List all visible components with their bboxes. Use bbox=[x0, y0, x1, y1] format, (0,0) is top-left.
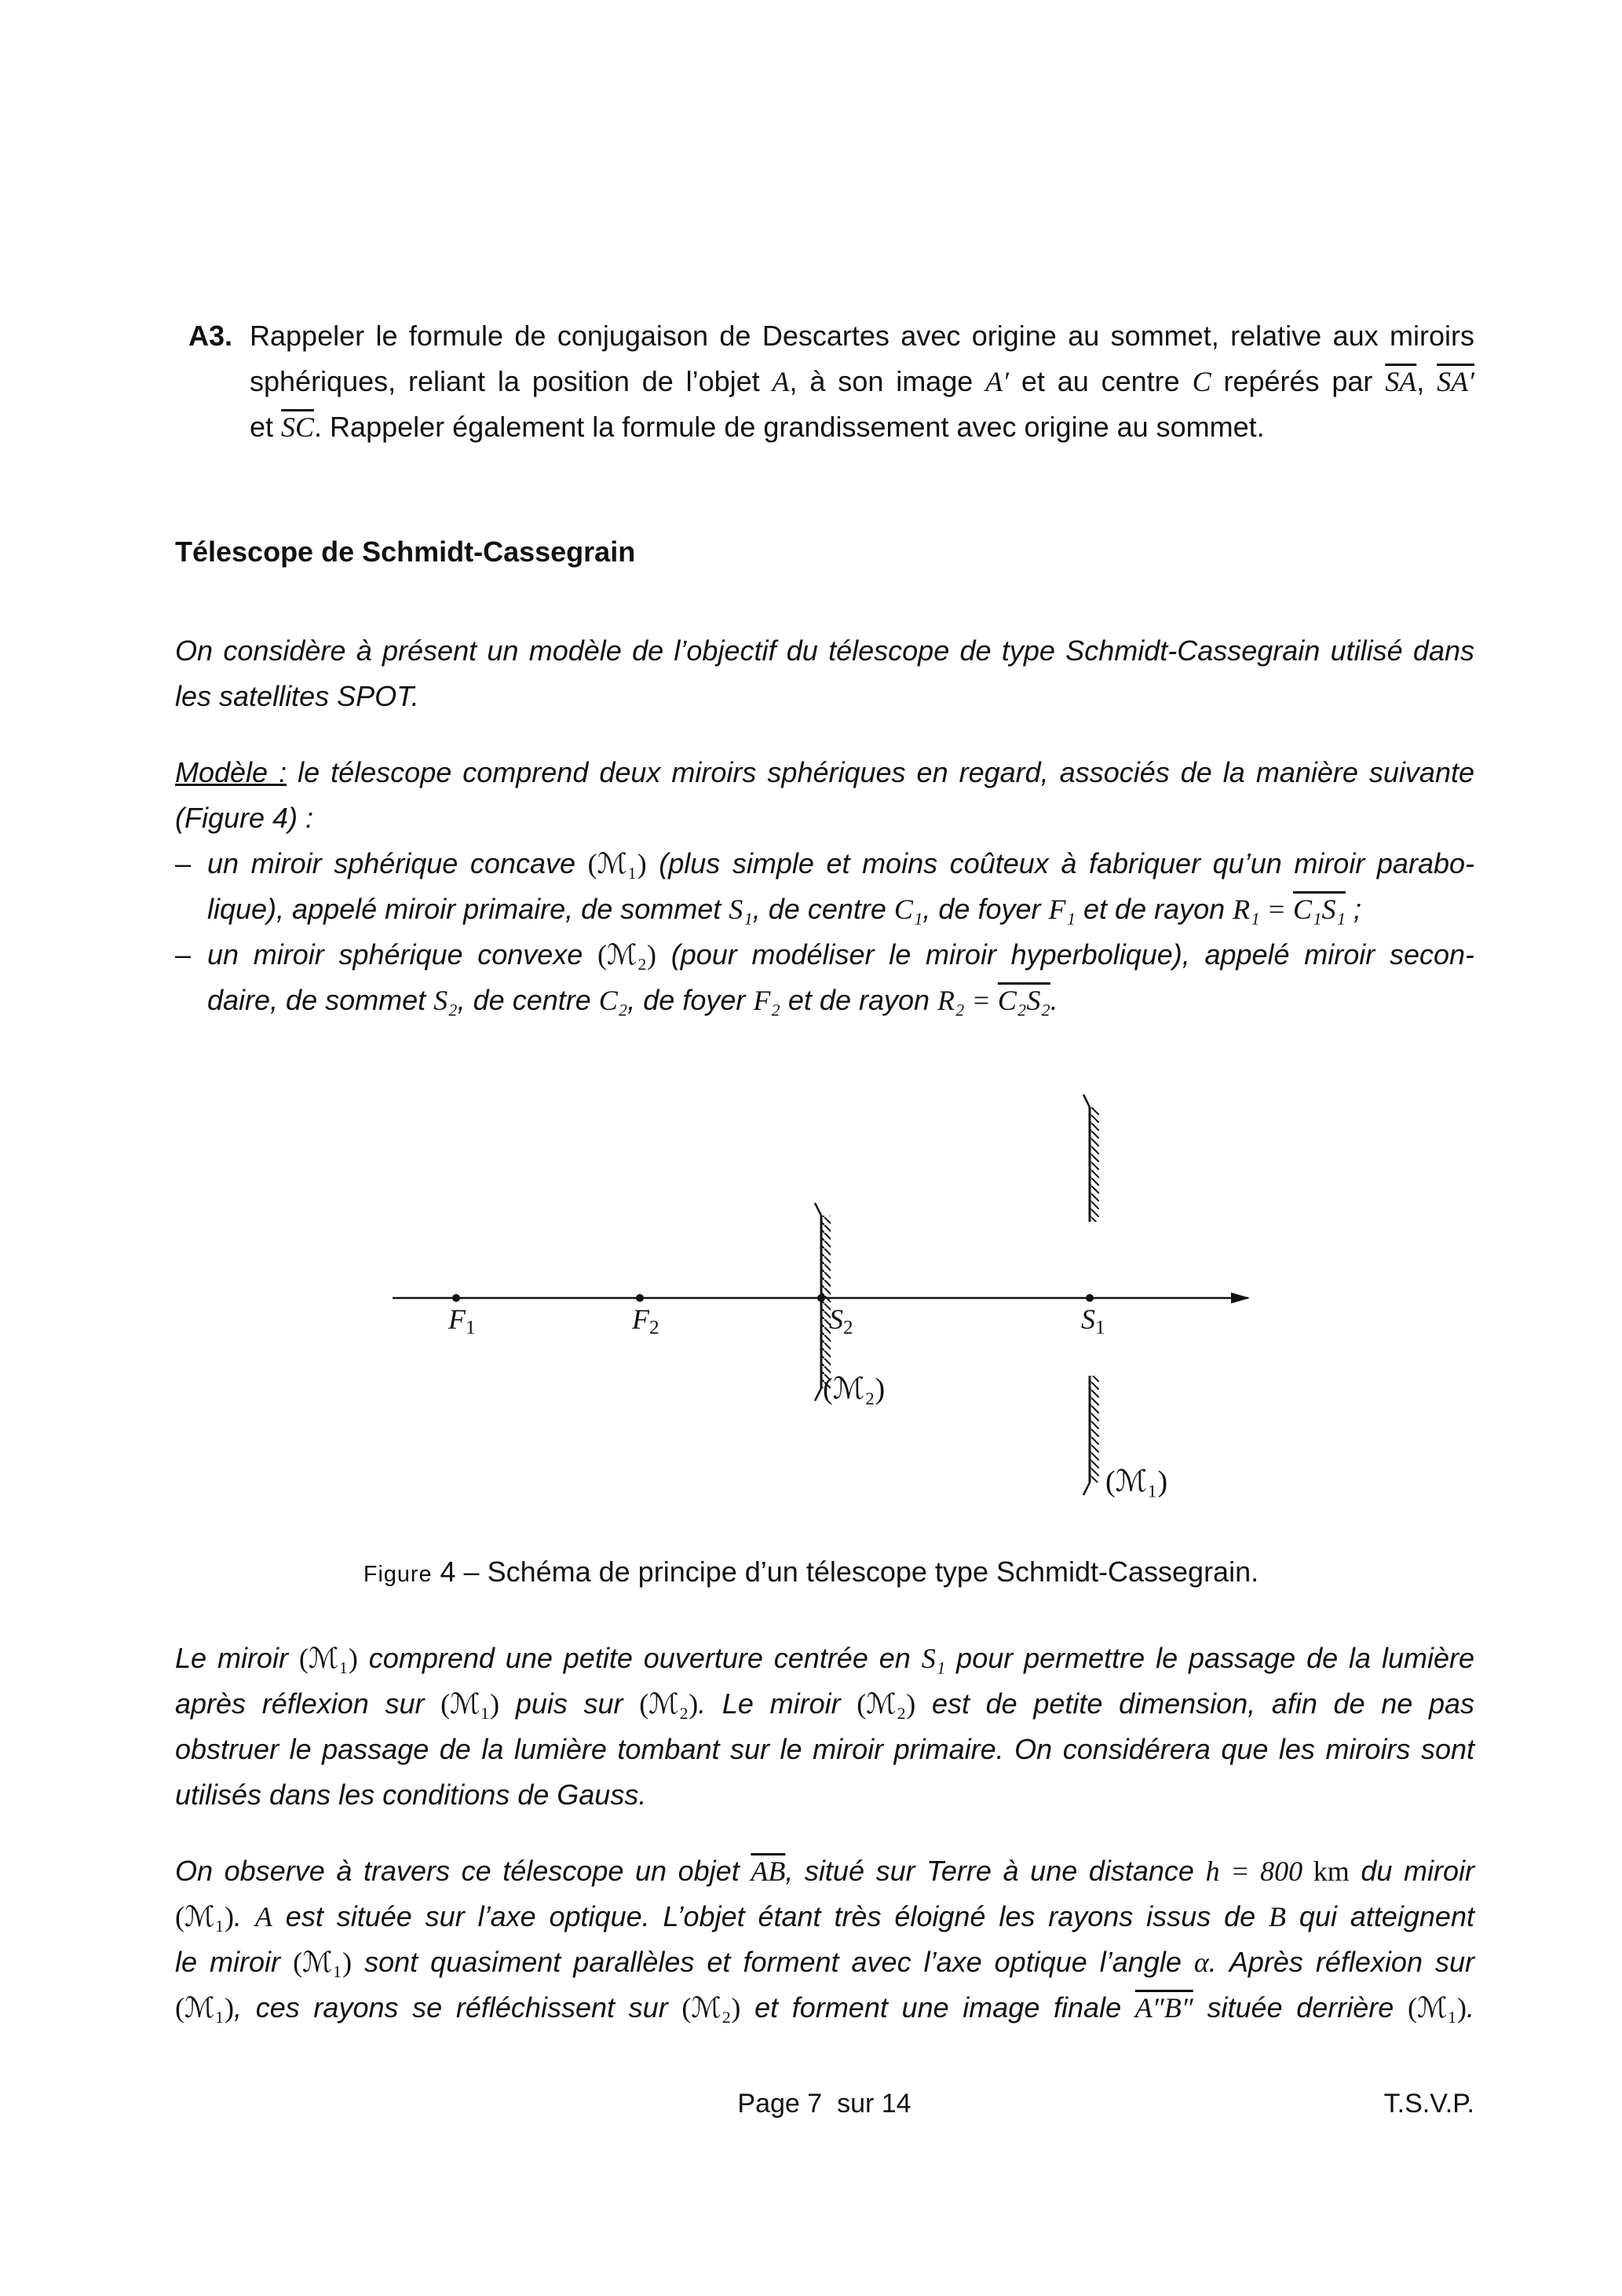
question-line-1: Rappeler le formule de conjugaison de Descartes avec origine au sommet, relative aux miroirs bbox=[250, 320, 1474, 352]
list-dash-2: – bbox=[175, 938, 192, 971]
question-label: A3. bbox=[188, 320, 233, 352]
intro-line-1: On considère à présent un modèle de l’objectif du télescope de type Schmidt-Cassegrain utilisé dans bbox=[175, 634, 1474, 667]
model-item-2-line-2: daire, de sommet S₂, de centre C₂, de foyer F₂ et de rayon R₂ = C₂S₂. bbox=[207, 984, 1058, 1016]
para1-line-1: Le miroir (ℳ₁) comprend une petite ouverture centrée en S₁ pour permettre le passage de la lumière bbox=[175, 1642, 1474, 1674]
axis-arrow bbox=[1231, 1292, 1250, 1303]
telescope-diagram bbox=[0, 1084, 1622, 1523]
label-M2: (ℳ₂) bbox=[823, 1373, 886, 1406]
tsvp-label: T.S.V.P. bbox=[1383, 2089, 1474, 2119]
mirror-M1-upper bbox=[1083, 1095, 1099, 1222]
para1-line-3: obstruer le passage de la lumière tombant sur le miroir primaire. On considérera que les miroirs sont bbox=[175, 1733, 1474, 1765]
model-item-1-line-1: un miroir sphérique concave (ℳ₁) (plus simple et moins coûteux à fabriquer qu’un miroir parabo- bbox=[207, 847, 1474, 879]
point-F1 bbox=[452, 1294, 460, 1302]
list-dash-1: – bbox=[175, 847, 192, 879]
model-line-2: (Figure 4) : bbox=[175, 802, 314, 834]
para1-line-4: utilisés dans les conditions de Gauss. bbox=[175, 1779, 647, 1811]
label-M1: (ℳ₁) bbox=[1105, 1465, 1168, 1498]
para1-line-2: après réflexion sur (ℳ₁) puis sur (ℳ₂). Le miroir (ℳ₂) est de petite dimension, afin de ne pas bbox=[175, 1687, 1474, 1720]
question-line-2: sphériques, reliant la position de l’objet A, à son image A′ et au centre C repérés par $\overline{SA}$, SA′ bbox=[250, 365, 1475, 397]
intro-line-2: les satellites SPOT. bbox=[175, 680, 419, 712]
section-title: Télescope de Schmidt-Cassegrain bbox=[175, 536, 636, 568]
para2-line-1: On observe à travers ce télescope un objet $\overline{AB}$, situé sur Terre à une distance h = 800 km du miroir bbox=[175, 1855, 1474, 1887]
point-F2 bbox=[636, 1294, 644, 1302]
model-line-1: Modèle : le télescope comprend deux miroirs sphériques en regard, associés de la manière suivante bbox=[175, 756, 1475, 788]
label-S1: $S_1$ bbox=[1081, 1303, 1105, 1339]
figure-caption: Figure 4 – Schéma de principe d’un télescope type Schmidt-Cassegrain. bbox=[363, 1556, 1259, 1588]
label-S2: $S_2$ bbox=[829, 1303, 853, 1339]
question-line-3: et $\overline{SC}$. Rappeler également la formule de grandissement avec origine au sommet. bbox=[250, 411, 1265, 443]
para2-line-3: le miroir (ℳ₁) sont quasiment parallèles et forment avec l’axe optique l’angle α. Après réflexion sur bbox=[175, 1946, 1474, 1978]
page-number: Page 7 sur 14 bbox=[737, 2089, 911, 2119]
model-item-1-line-2: lique), appelé miroir primaire, de sommet S₁, de centre C₁, de foyer F₁ et de rayon R₁ = C₁S₁ ; bbox=[207, 893, 1362, 925]
mirror-M1-lower bbox=[1083, 1376, 1099, 1495]
model-item-2-line-1: un miroir sphérique convexe (ℳ₂) (pour modéliser le miroir hyperbolique), appelé miroir secon- bbox=[207, 938, 1475, 971]
para2-line-4: (ℳ₁), ces rayons se réfléchissent sur (ℳ₂) et forment une image finale A″B″ située derrière (ℳ₁). bbox=[175, 1991, 1474, 2024]
label-F1: $F_1$ bbox=[448, 1303, 476, 1339]
point-S1 bbox=[1086, 1294, 1094, 1302]
label-F2: $F_2$ bbox=[632, 1303, 659, 1339]
para2-line-2: (ℳ₁). A est située sur l’axe optique. L’objet étant très éloigné les rayons issus de B qui atteignent bbox=[175, 1900, 1474, 1932]
